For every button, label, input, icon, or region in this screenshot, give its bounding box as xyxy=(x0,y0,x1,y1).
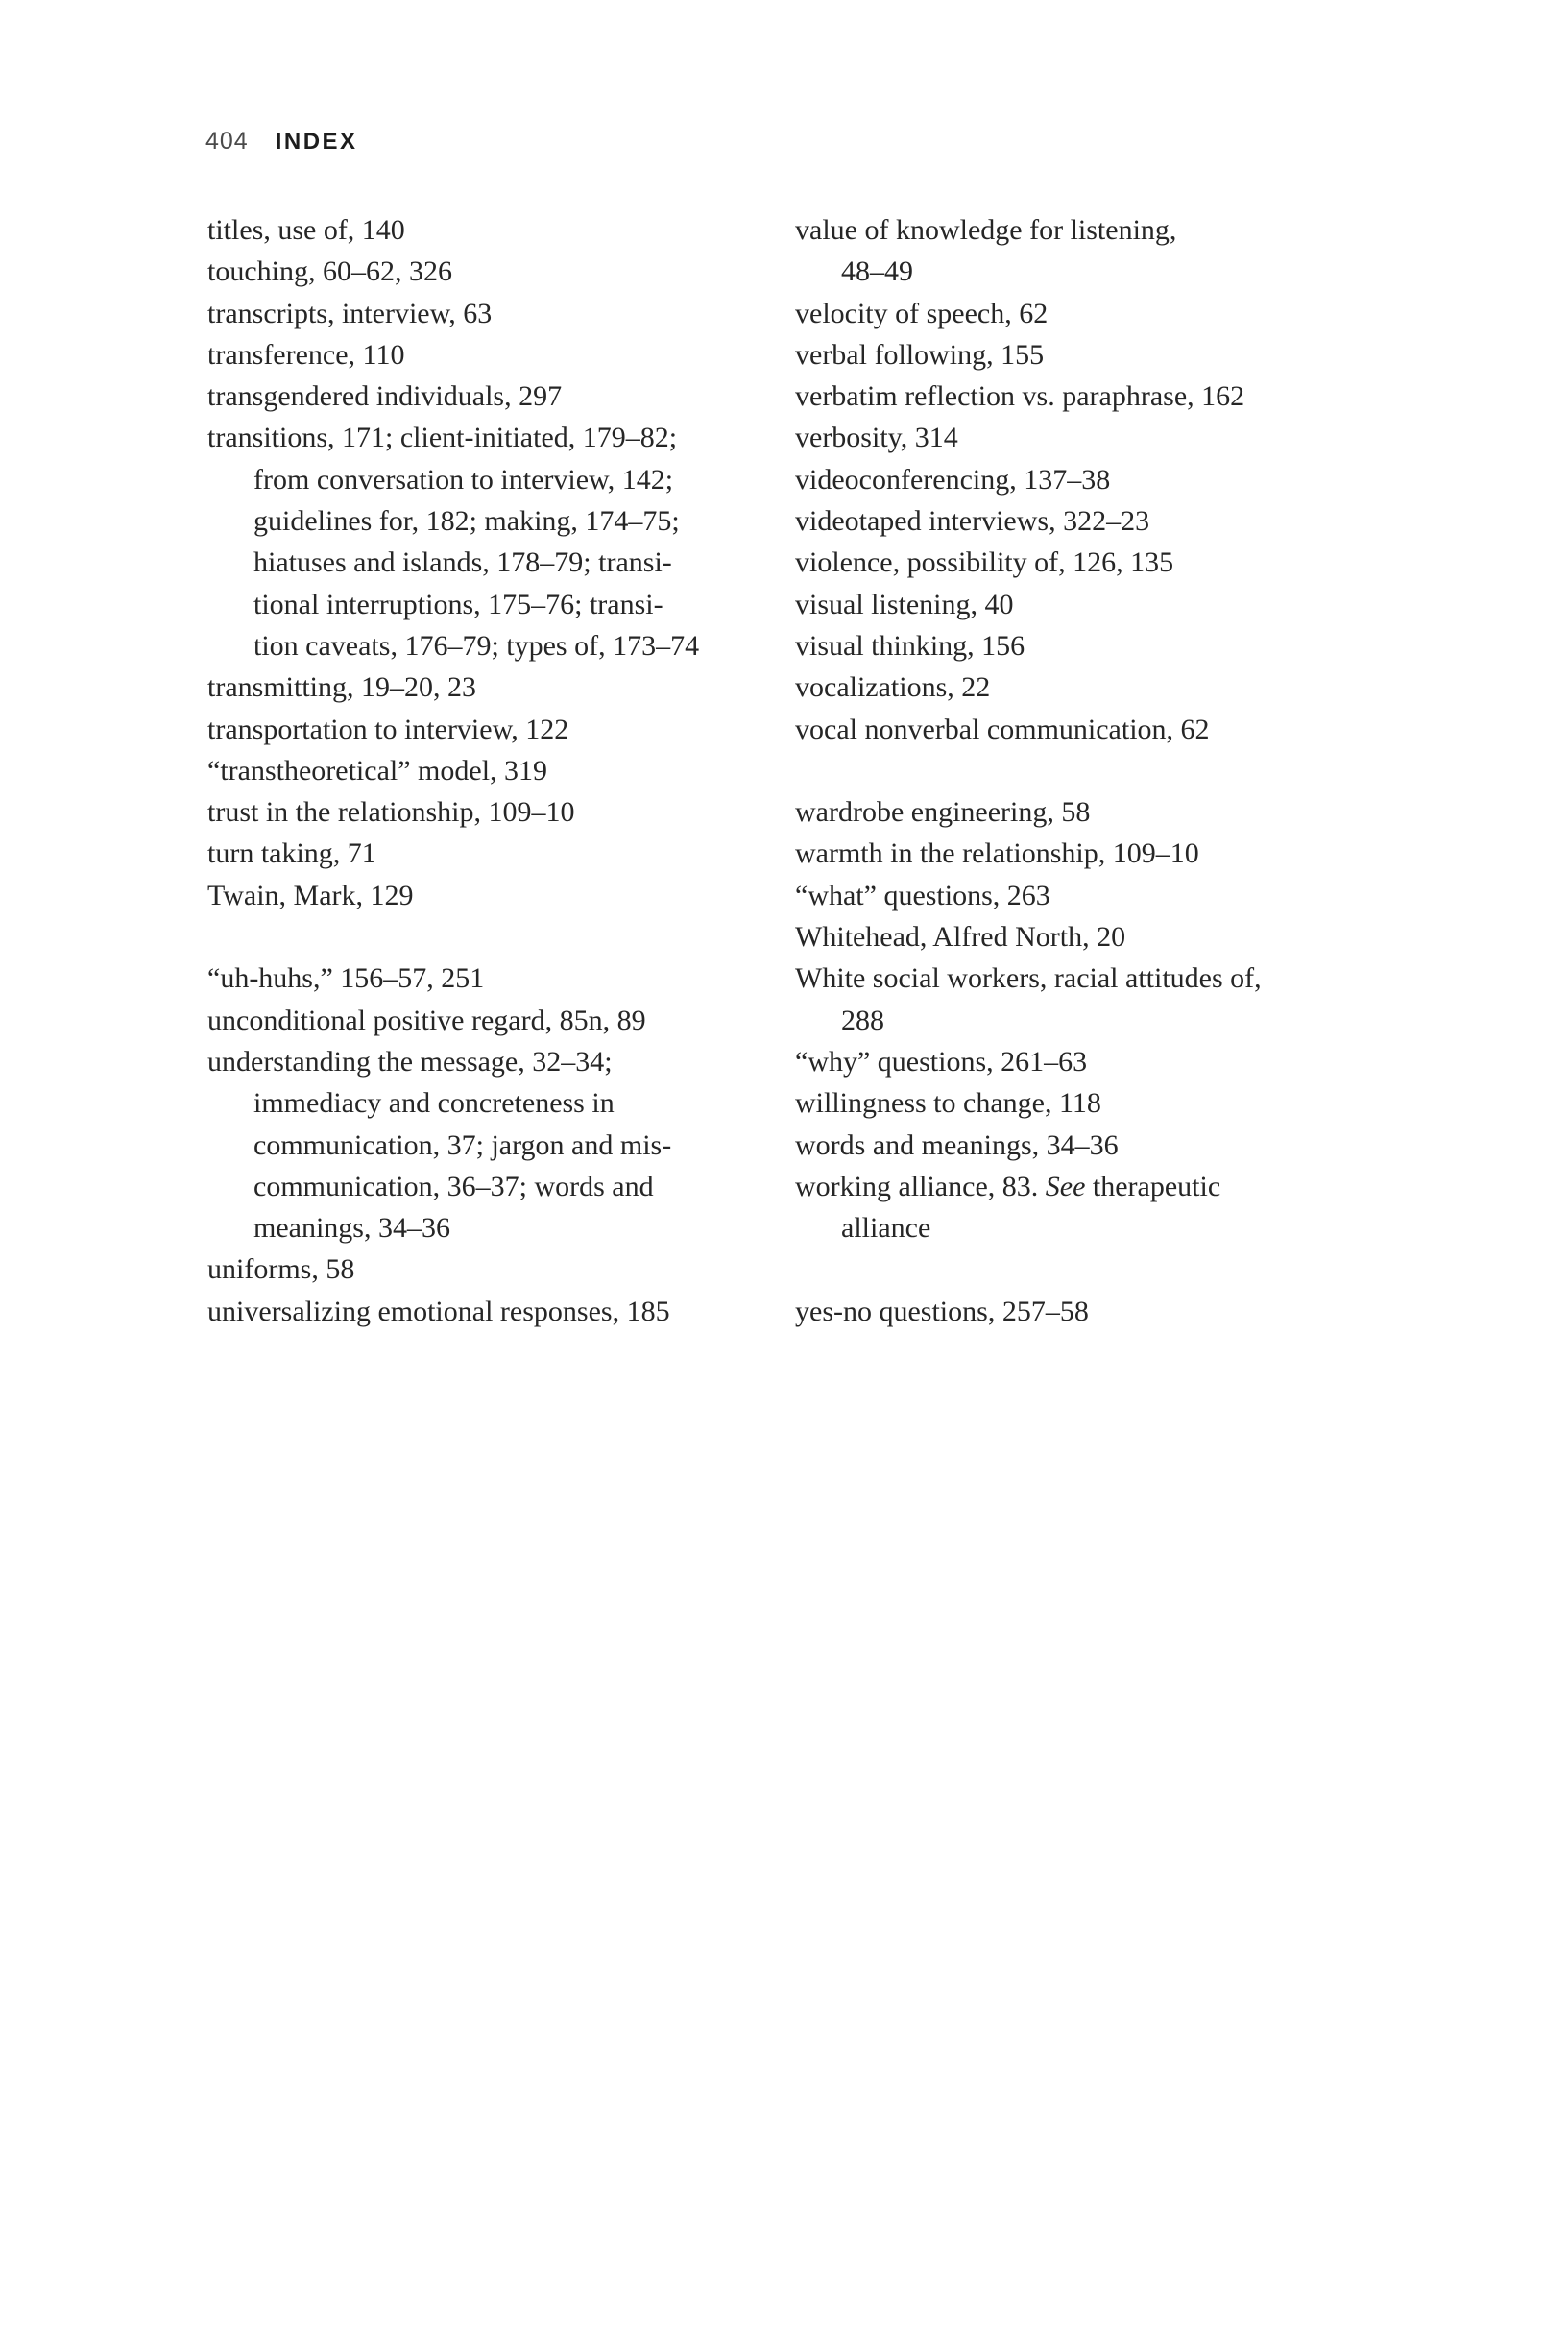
index-entry-text: willingness to change, 118 xyxy=(795,1087,1101,1120)
section-title: INDEX xyxy=(275,129,358,155)
blank-line xyxy=(795,1249,1371,1290)
index-line xyxy=(795,875,1371,916)
index-line xyxy=(795,251,1371,292)
index-line xyxy=(795,1125,1371,1166)
index-entry-text: transitions, 171; client-initiated, 179–82; xyxy=(207,422,678,454)
index-entry-text: verbal following, 155 xyxy=(795,338,1045,371)
index-entry-text: wardrobe engineering, 58 xyxy=(795,796,1091,829)
index-entry-text: transmitting, 19–20, 23 xyxy=(207,671,476,704)
index-entry-text: meanings, 34–36 xyxy=(253,1212,450,1245)
index-line xyxy=(207,1082,784,1124)
index-entry-text: words and meanings, 34–36 xyxy=(795,1128,1119,1161)
blank-line xyxy=(207,916,784,958)
index-line xyxy=(795,334,1371,376)
index-line xyxy=(207,750,784,791)
index-entry-text: value of knowledge for listening, xyxy=(795,214,1177,246)
index-column-left xyxy=(207,209,784,1332)
index-column-right xyxy=(795,209,1371,1332)
index-line xyxy=(795,625,1371,667)
index-entry-text: uniforms, 58 xyxy=(207,1253,355,1286)
index-entry-text: tion caveats, 176–79; types of, 173–74 xyxy=(253,629,700,662)
index-line xyxy=(795,500,1371,542)
index-line xyxy=(207,1041,784,1082)
index-line xyxy=(207,209,784,251)
index-entry-text: White social workers, racial attitudes of, xyxy=(795,962,1262,995)
index-line xyxy=(207,334,784,376)
index-line xyxy=(795,667,1371,708)
index-entry-text: verbatim reflection vs. paraphrase, 162 xyxy=(795,380,1245,413)
index-entry-text: transportation to interview, 122 xyxy=(207,713,569,745)
index-line xyxy=(207,542,784,583)
index-line xyxy=(207,500,784,542)
index-line xyxy=(207,625,784,667)
index-line xyxy=(795,376,1371,417)
index-line xyxy=(207,667,784,708)
index-entry-text: videoconferencing, 137–38 xyxy=(795,463,1111,496)
index-line xyxy=(207,1207,784,1249)
index-line xyxy=(207,251,784,292)
index-entry-text: working alliance, 83. xyxy=(795,1170,1046,1202)
index-line xyxy=(795,958,1371,999)
index-entry-text: velocity of speech, 62 xyxy=(795,297,1049,329)
index-entry-text: Whitehead, Alfred North, 20 xyxy=(795,921,1126,954)
index-line xyxy=(207,376,784,417)
index-line xyxy=(795,1291,1371,1332)
index-line xyxy=(207,293,784,334)
index-entry-text: See xyxy=(1045,1170,1086,1202)
blank-line xyxy=(795,750,1371,791)
index-entry-text: visual thinking, 156 xyxy=(795,629,1025,662)
index-entry-text: transcripts, interview, 63 xyxy=(207,297,493,329)
index-line xyxy=(207,875,784,916)
index-entry-text: visual listening, 40 xyxy=(795,588,1014,620)
index-line xyxy=(795,459,1371,500)
index-line xyxy=(795,916,1371,958)
index-entry-text: hiatuses and islands, 178–79; transi- xyxy=(253,546,672,579)
index-entry-text: warmth in the relationship, 109–10 xyxy=(795,837,1199,870)
index-entry-text: universalizing emotional responses, 185 xyxy=(207,1295,670,1327)
index-entry-text: verbosity, 314 xyxy=(795,422,958,454)
index-entry-text: from conversation to interview, 142; xyxy=(253,463,674,496)
index-entry-text: “uh-huhs,” 156–57, 251 xyxy=(207,962,485,995)
index-entry-text: turn taking, 71 xyxy=(207,837,376,870)
index-entry-text: unconditional positive regard, 85n, 89 xyxy=(207,1004,646,1036)
index-entry-text: violence, possibility of, 126, 135 xyxy=(795,546,1174,579)
index-line xyxy=(795,1166,1371,1207)
index-entry-text: guidelines for, 182; making, 174–75; xyxy=(253,505,680,538)
index-entry-text: videotaped interviews, 322–23 xyxy=(795,505,1150,538)
index-entry-text: titles, use of, 140 xyxy=(207,214,405,246)
index-entry-text: yes-no questions, 257–58 xyxy=(795,1295,1089,1327)
index-entry-text: tional interruptions, 175–76; transi- xyxy=(253,588,663,620)
index-line xyxy=(207,1291,784,1332)
index-line xyxy=(207,584,784,625)
index-entry-text: vocalizations, 22 xyxy=(795,671,991,704)
index-line xyxy=(207,459,784,500)
running-head xyxy=(205,128,358,156)
index-entry-text: “transtheoretical” model, 319 xyxy=(207,754,548,787)
index-line xyxy=(207,1000,784,1041)
index-entry-text: therapeutic xyxy=(1085,1170,1221,1202)
index-line xyxy=(207,417,784,458)
index-entry-text: touching, 60–62, 326 xyxy=(207,255,452,288)
index-line xyxy=(795,1041,1371,1082)
index-line xyxy=(795,584,1371,625)
index-line xyxy=(795,833,1371,874)
index-line xyxy=(795,791,1371,833)
index-entry-text: transgendered individuals, 297 xyxy=(207,380,563,413)
index-entry-text: 288 xyxy=(841,1004,884,1036)
index-line xyxy=(207,709,784,750)
index-entry-text: communication, 37; jargon and mis- xyxy=(253,1128,672,1161)
index-line xyxy=(207,791,784,833)
index-entry-text: understanding the message, 32–34; xyxy=(207,1045,613,1078)
index-line xyxy=(207,1166,784,1207)
index-line xyxy=(795,209,1371,251)
index-entry-text: vocal nonverbal communication, 62 xyxy=(795,713,1210,745)
index-entry-text: “what” questions, 263 xyxy=(795,879,1050,911)
index-entry-text: 48–49 xyxy=(841,255,913,288)
index-entry-text: trust in the relationship, 109–10 xyxy=(207,796,575,829)
index-entry-text: immediacy and concreteness in xyxy=(253,1087,615,1120)
index-line xyxy=(207,958,784,999)
index-entry-text: communication, 36–37; words and xyxy=(253,1170,654,1202)
index-line xyxy=(207,1249,784,1290)
index-entry-text: transference, 110 xyxy=(207,338,405,371)
index-line xyxy=(795,1000,1371,1041)
index-entry-text: alliance xyxy=(841,1212,931,1245)
index-line xyxy=(795,1207,1371,1249)
page-number: 404 xyxy=(205,128,249,155)
index-line xyxy=(795,542,1371,583)
index-line xyxy=(795,1082,1371,1124)
index-line xyxy=(795,293,1371,334)
index-line xyxy=(795,417,1371,458)
index-line xyxy=(795,709,1371,750)
index-line xyxy=(207,1125,784,1166)
index-entry-text: “why” questions, 261–63 xyxy=(795,1045,1088,1078)
index-line xyxy=(207,833,784,874)
index-entry-text: Twain, Mark, 129 xyxy=(207,879,414,911)
